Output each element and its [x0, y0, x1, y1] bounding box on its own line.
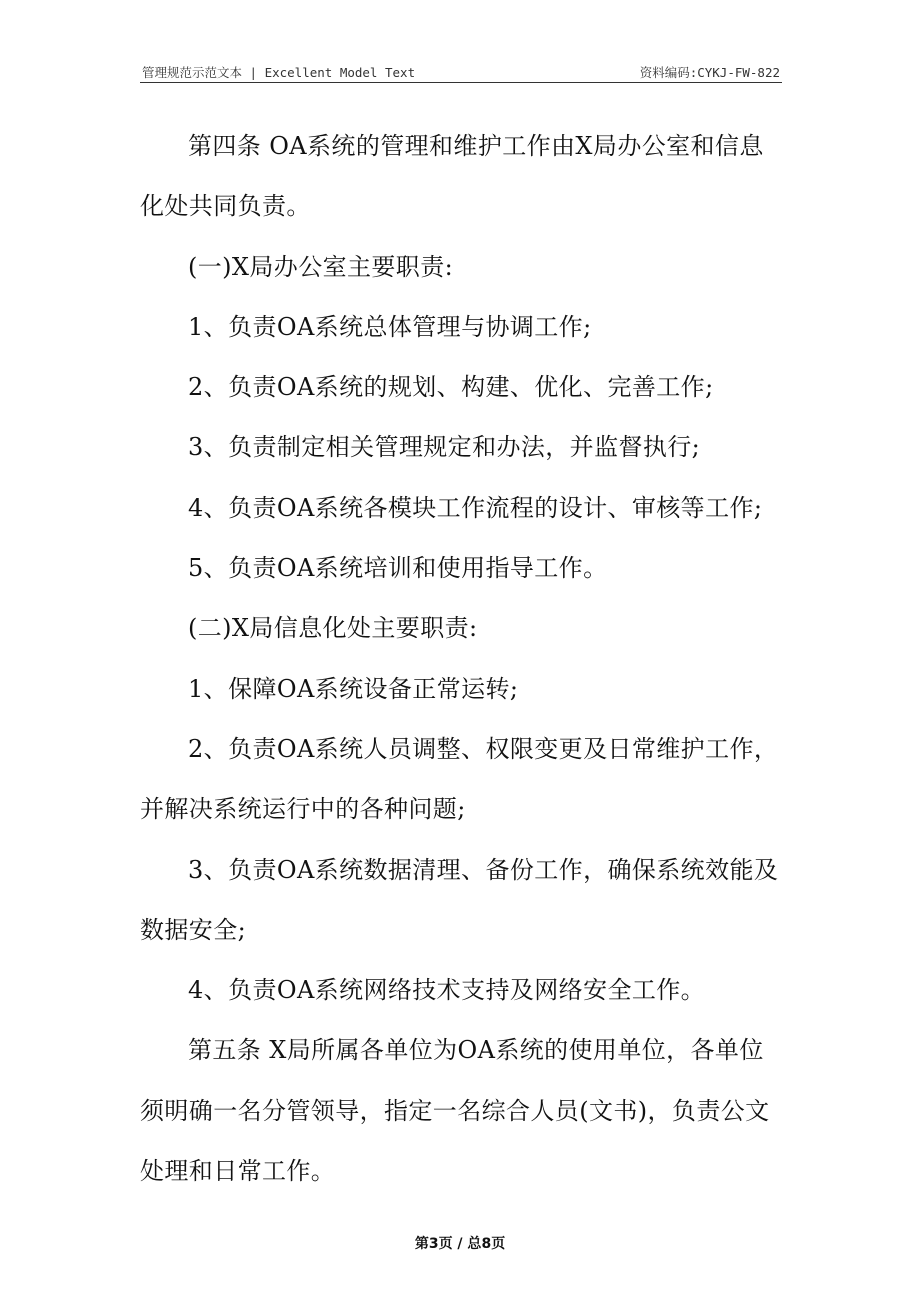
document-body	[140, 116, 785, 1201]
paragraph-item: 5、负责OA系统培训和使用指导工作。	[188, 554, 608, 583]
paragraph-item: 3、负责制定相关管理规定和办法，并监督执行;	[188, 433, 701, 462]
paragraph-item: 2、负责OA系统的规划、构建、优化、完善工作;	[188, 373, 714, 402]
total-pages-number: 8	[481, 1236, 492, 1252]
header-left-text: 管理规范示范文本 | Excellent Model Text	[142, 65, 416, 80]
paragraph-item: 3、负责OA系统数据清理、备份工作，确保系统效能及数据安全;	[140, 855, 779, 944]
page-header	[140, 62, 782, 83]
header-doc-code: 资料编码:CYKJ-FW-822	[639, 65, 780, 80]
paragraph-item: 1、保障OA系统设备正常运转;	[188, 674, 519, 703]
paragraph-section-1-heading: (一)X局办公室主要职责:	[188, 252, 454, 281]
paragraph-item: 2、负责OA系统人员调整、权限变更及日常维护工作，并解决系统运行中的各种问题;	[140, 734, 779, 824]
footer-suffix: 页	[491, 1236, 506, 1252]
paragraph-article-4: 第四条 OA系统的管理和维护工作由X局办公室和信息化处共同负责。	[140, 132, 764, 221]
footer-prefix: 第	[414, 1236, 429, 1252]
paragraph-item: 4、负责OA系统各模块工作流程的设计、审核等工作;	[188, 493, 763, 522]
paragraph-section-2-heading: (二)X局信息化处主要职责:	[188, 614, 478, 643]
paragraph-item: 4、负责OA系统网络技术支持及网络安全工作。	[188, 976, 706, 1005]
footer-middle: 页 / 总	[438, 1236, 482, 1252]
page-footer	[0, 1233, 920, 1253]
paragraph-item: 1、负责OA系统总体管理与协调工作;	[188, 312, 592, 341]
current-page-number: 3	[428, 1236, 439, 1252]
paragraph-article-5: 第五条 X局所属各单位为OA系统的使用单位，各单位须明确一名分管领导，指定一名综合人员(文书)，负责公文处理和日常工作。	[140, 1036, 770, 1186]
